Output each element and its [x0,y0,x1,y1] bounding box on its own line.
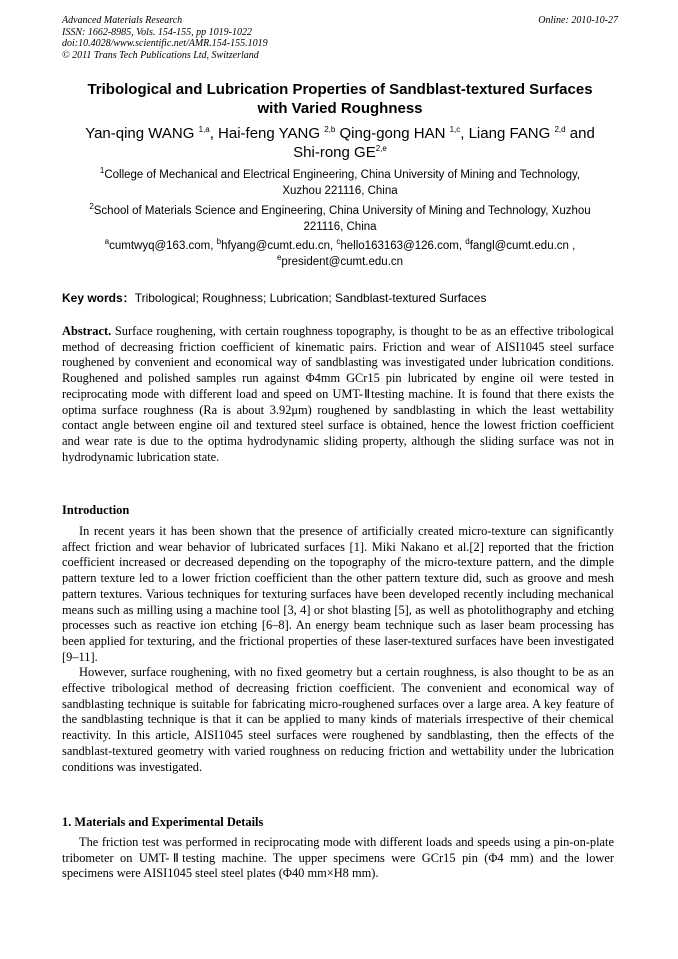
copyright-line: © 2011 Trans Tech Publications Ltd, Switzerland [62,49,259,61]
author-name: Yan-qing WANG [85,125,195,142]
author-affiliation-mark: 2,e [375,144,387,153]
email-address: president@cumt.edu.cn [281,256,404,268]
journal-name: Advanced Materials Research [62,15,183,26]
title-line-2: with Varied Roughness [257,100,423,117]
author-affiliation-mark: 1,c [449,125,461,134]
email-address: hfyang@cumt.edu.cn, [221,240,334,252]
keywords [62,290,618,306]
abstract-label: Abstract. [62,324,112,338]
email-mark: d [465,237,470,247]
author-name: Qing-gong HAN [339,125,446,142]
abstract [62,324,614,465]
doi-line: doi:10.4028/www.scientific.net/AMR.154-155.1019 [62,38,268,49]
section-1-body [62,835,614,882]
author-separator: , [209,125,214,142]
introduction-body [62,524,614,775]
issn-line: ISSN: 1662-8985, Vols. 154-155, pp 1019-1022 [62,26,252,38]
email-address: hello163163@126.com, [340,240,463,252]
section-1-paragraph-1: The friction test was performed in reciprocating mode with different loads and speeds using a pin-on-plate tribometer on UMT-Ⅱtesting machine. The upper specimens were GCr15 pin (Φ4 mm) and the lower specimens were AISI1045 steel steel plates (Φ40 mm×H8 mm). [62,835,614,881]
email-mark: a [104,237,110,247]
affiliation-text: 221116, China [303,221,377,233]
title-line-1: Tribological and Lubrication Properties of Sandblast-textured Surfaces [87,81,593,98]
author-name: Liang FANG [468,125,551,142]
keywords-text: Tribological; Roughness; Lubrication; Sandblast-textured Surfaces [134,291,487,305]
author-separator: , [460,125,465,142]
author-name: Shi-rong GE [293,144,376,161]
affiliation-text: School of Materials Science and Engineering, China University of Mining and Technology, Xuzhou [93,205,591,217]
introduction-paragraph-1: In recent years it has been shown that the presence of artificially created micro-texture can significantly affect friction and wear behavior of lubricated surfaces [1]. Miki Nakano et al.[2] reported that the friction coefficient increased or decreased depending on the topography of the micro-texture pattern, and the dimple pattern texture led to a lower friction coefficient than the other pattern texture did, such as groove and mesh pattern textures. Various techniques for texturing surfaces have been developed recently including mechanical means such as milling using a machine tool [3, 4] or shot blasting [5], as well as photolithography and etching processes such as reactive ion etching [6–8]. An energy beam technique such as laser beam processing has been applied for texturing, and the frictional properties of these laser-textured surfaces have been investigated [9–11]. [62,524,614,664]
introduction-heading: Introduction [62,503,130,517]
section-1-heading: 1. Materials and Experimental Details [62,815,264,829]
introduction-paragraph-2: However, surface roughening, with no fixed geometry but a certain roughness, is also thought to be as an effective tribological method of decreasing friction coefficient. The convenient and economical way of sandblasting technique is suitable for fabricating micro-roughened surfaces over a large area. A key feature of the sandblasting technique is that it can be applied to many kinds of materials irrespective of their chemical reactivity. In this article, AISI1045 steel surfaces were roughened by sandblasting, then the effects of the sandblast-textured geometry with varied roughness on reducing friction and wettability under the lubrication conditions was investigated. [62,665,614,774]
email-address: cumtwyq@163.com, [109,240,214,252]
affiliation-text: College of Mechanical and Electrical Engineering, China University of Mining and Technology, [104,169,581,181]
author-affiliation-mark: 2,b [324,125,336,134]
author-conjunction: and [569,125,595,142]
affiliation-text: Xuzhou 221116, China [282,185,398,197]
affiliation-mark: 2 [89,202,94,212]
email-mark: c [336,237,341,247]
paper-title [62,80,618,118]
author-name: Hai-feng YANG [218,125,321,142]
online-date: Online: 2010-10-27 [538,15,618,26]
affiliation-1 [62,167,618,199]
author-list [62,124,618,162]
affiliation-mark: 1 [99,166,105,176]
email-list [62,238,618,270]
keywords-label: Key words： [62,291,135,305]
author-affiliation-mark: 2,d [554,125,566,134]
email-mark: e [276,253,282,263]
email-address: fangl@cumt.edu.cn , [469,240,576,252]
email-mark: b [216,237,222,247]
abstract-text: Surface roughening, with certain roughness topography, is thought to be as an effective tribological method of decreasing friction coefficient of kinematic pairs. Friction and wear of AISI1045 steel surface roughened by convenient and economical way of sandblasting was investigated under lubrication conditions. Roughened and polished samples run against Φ4mm GCr15 pin lubricated by engine oil were tested in reciprocating mode with different load and speed on UMT-Ⅱtesting machine. It is found that there exists the optima surface roughness (Ra is about 3.92μm) roughened by sandblasting in which the least wettability contact angle between engine oil and textured steel surface is obtained, hence the lowest friction coefficient and wear rate is due to the optima hydrodynamic sliding property, although the sliding surface was not in hydrodynamic lubrication state. [62,324,614,464]
author-affiliation-mark: 1,a [198,125,210,134]
affiliation-2 [62,203,618,235]
journal-header [62,15,618,61]
